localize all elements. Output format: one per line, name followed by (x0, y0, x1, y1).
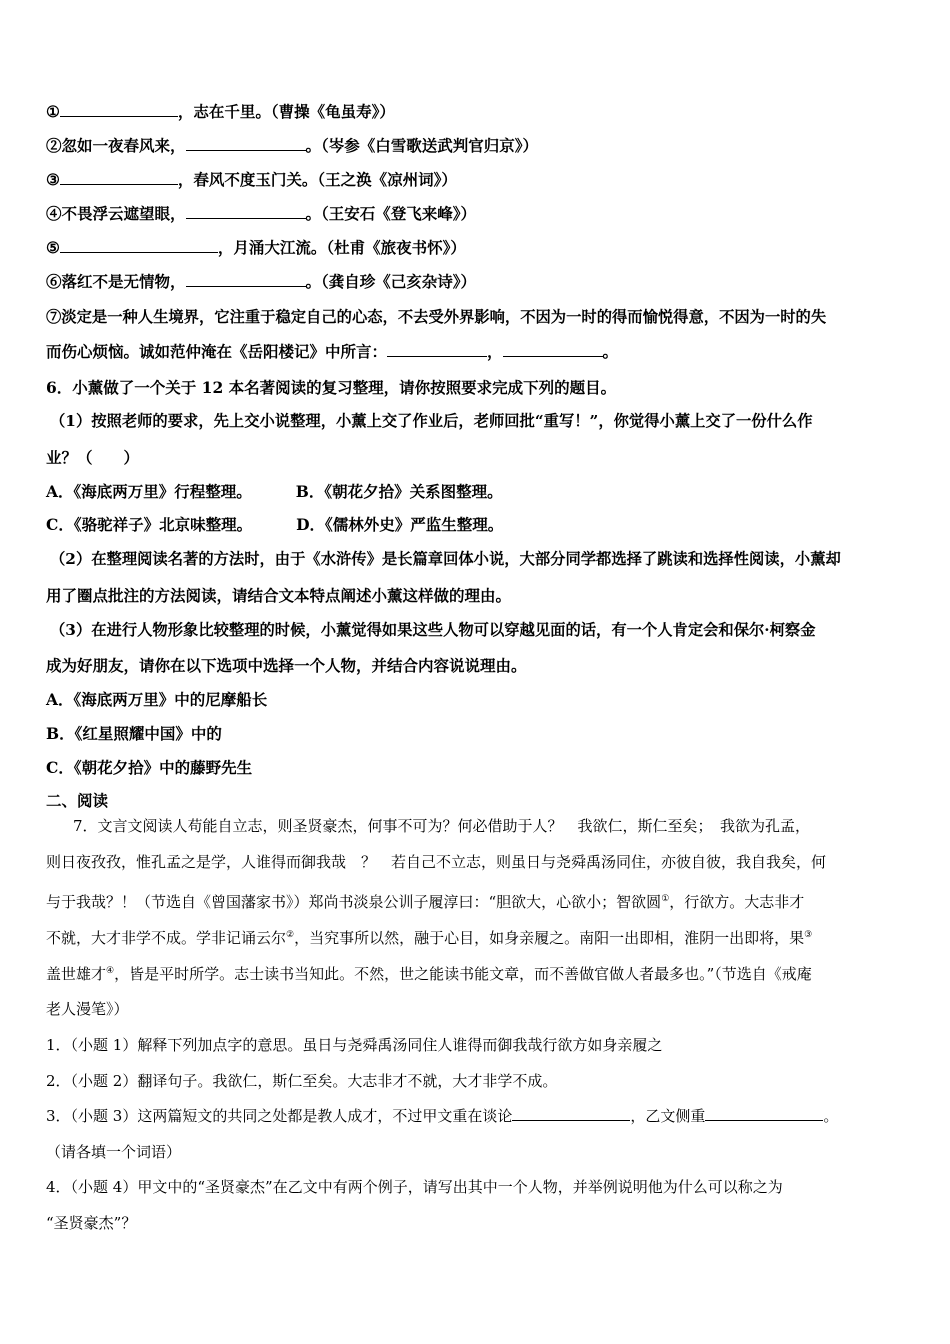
q6-part2-line1: （2）在整理阅读名著的方法时，由于《水浒传》是长篇章回体小说，大部分同学都选择了跳读和选择性阅读，小薰却 (50, 550, 841, 568)
footnote-mark: ① (661, 894, 670, 904)
q7-text: ，行欲方。大志非才 (669, 893, 805, 911)
subq-text: ，乙文侧重 (630, 1107, 706, 1125)
poem-text: ，月涌大江流。（杜甫《旅夜书怀》） (217, 238, 466, 257)
q6-stem: 6．小薰做了一个关于 12 本名著阅读的复习整理，请你按照要求完成下列的题目。 (46, 378, 617, 397)
q6-choice-b[interactable]: B．《红星照耀中国》中的 (46, 724, 222, 743)
q6-part3-line2: 成为好朋友，请你在以下选项中选择一个人物，并结合内容说说理由。 (46, 656, 527, 675)
poem-num: ④ (46, 204, 62, 223)
poem-text: ，志在千里。（曹操《龟虽寿》） (177, 102, 395, 121)
footnote-mark: ③ (804, 930, 813, 940)
option-a[interactable]: A．《海底两万里》行程整理。 (46, 482, 252, 501)
subq-text: 。 (823, 1107, 839, 1125)
poem-line-6 (46, 271, 476, 293)
answer-blank[interactable] (503, 341, 603, 357)
answer-blank[interactable] (60, 237, 218, 253)
poem-num: ① (46, 102, 60, 121)
footnote-mark: ② (286, 930, 295, 940)
subq-3-note: （请各填一个词语） (46, 1143, 182, 1161)
q6-part1-line1: （1）按照老师的要求，先上交小说整理，小薰上交了作业后，老师回批“重写！”，你觉得小薰上交了一份什么作 (50, 412, 813, 430)
answer-blank[interactable] (60, 101, 178, 117)
q7-line5 (46, 960, 812, 985)
q6-options-row2 (46, 514, 503, 536)
q6-choice-a[interactable]: A．《海底两万里》中的尼摩船长 (46, 690, 268, 709)
q6-choice-c[interactable]: C．《朝花夕拾》中的藤野先生 (46, 758, 253, 777)
poem-text: 。（龚自珍《己亥杂诗》） (305, 272, 477, 291)
poem-text: ，春风不度玉门关。（王之涣《凉州词》） (177, 170, 457, 189)
subq-text: 3．（小题 3）这两篇短文的共同之处都是教人成才，不过甲文重在谈论 (46, 1107, 513, 1125)
q6-part2-line2: 用了圈点批注的方法阅读，请结合文本特点阐述小薰这样做的理由。 (46, 586, 512, 605)
poem-line-5 (46, 237, 466, 259)
option-c[interactable]: C．《骆驼祥子》北京味整理。 (46, 515, 253, 534)
poem-text: 不畏浮云遮望眼， (61, 204, 186, 223)
q7-text: 与于我哉？！（节选自《曾国藩家书》）郑尚书淡泉公训子履淳曰：“胆欲大，心欲小；智欲圆 (46, 893, 662, 911)
poem-num: ③ (46, 170, 60, 189)
subq-4-line2: “圣贤豪杰”？ (46, 1214, 137, 1232)
answer-blank[interactable] (60, 169, 178, 185)
poem-line-2 (46, 135, 538, 157)
poem-num: ⑤ (46, 238, 60, 257)
item7-comma: ， (487, 342, 503, 361)
answer-blank[interactable] (387, 341, 487, 357)
item7-text: 而伤心烦恼。诚如范仲淹在《岳阳楼记》中所言： (46, 342, 388, 361)
poem-line-3 (46, 169, 457, 191)
poem-text: 忽如一夜春风来， (61, 136, 186, 155)
poem-num: ⑥ (46, 272, 62, 291)
poem-text: 。（王安石《登飞来峰》） (305, 204, 477, 223)
answer-blank[interactable] (186, 135, 306, 151)
subq-4-line1: 4．（小题 4）甲文中的“圣贤豪杰”在乙文中有两个例子，请写出其中一个人物，并举例说明他为什么可以称之为 (46, 1178, 783, 1196)
q6-options-row1 (46, 481, 503, 503)
answer-blank[interactable] (512, 1105, 630, 1121)
item7-line2 (46, 341, 618, 363)
q6-part3-line1: （3）在进行人物形象比较整理的时候，小薰觉得如果这些人物可以穿越见面的话，有一个人肯定会和保尔·柯察金 (50, 621, 816, 639)
q7-line2: 则日夜孜孜，惟孔孟之是学，人谁得而御我哉 ？ 若自己不立志，则虽日与尧舜禹汤同住，亦彼自彼，我自我矣，何 (46, 853, 827, 871)
subq-1: 1．（小题 1）解释下列加点字的意思。虽日与尧舜禹汤同住人谁得而御我哉行欲方如身亲履之 (46, 1036, 663, 1054)
option-d[interactable]: D．《儒林外史》严监生整理。 (296, 515, 504, 534)
item7-line1: ⑦淡定是一种人生境界，它注重于稳定自己的心态，不去受外界影响，不因为一时的得而愉悦得意，不因为一时的失 (46, 308, 827, 326)
q7-line1: 7．文言文阅读人苟能自立志，则圣贤豪杰，何事不可为？何必借助于人？ 我欲仁，斯仁至矣； 我欲为孔孟， (73, 817, 811, 835)
q7-line3 (46, 888, 804, 913)
item7-end: 。 (602, 342, 619, 361)
section-heading: 二、阅读 (46, 791, 109, 810)
footnote-mark: ④ (106, 966, 115, 976)
poem-text: 落红不是无情物， (61, 272, 186, 291)
q7-text: ，皆是平时所学。志士读书当知此。不然，世之能读书能文章，而不善做官做人者最多也。”（节选自《戒庵 (114, 965, 812, 983)
poem-line-4 (46, 203, 476, 225)
poem-line-1 (46, 101, 395, 123)
q7-line4 (46, 924, 812, 949)
poem-num: ② (46, 136, 62, 155)
q7-line6: 老人漫笔》） (46, 1000, 129, 1018)
option-b[interactable]: B．《朝花夕拾》关系图整理。 (295, 482, 503, 501)
q6-part1-line2: 业？（ ） (46, 448, 140, 467)
subq-3 (46, 1105, 838, 1127)
q7-text: ，当究事所以然，融于心目，如身亲履之。南阳一出即相，淮阴一出即将，果 (294, 929, 805, 947)
answer-blank[interactable] (186, 271, 306, 287)
q7-text: 盖世雄才 (46, 965, 107, 983)
poem-text: 。（岑参《白雪歌送武判官归京》） (305, 136, 539, 155)
answer-blank[interactable] (705, 1105, 823, 1121)
q7-text: 不就，大才非学不成。学非记诵云尔 (46, 929, 287, 947)
answer-blank[interactable] (186, 203, 306, 219)
subq-2: 2．（小题 2）翻译句子。我欲仁，斯仁至矣。大志非才不就，大才非学不成。 (46, 1072, 558, 1090)
